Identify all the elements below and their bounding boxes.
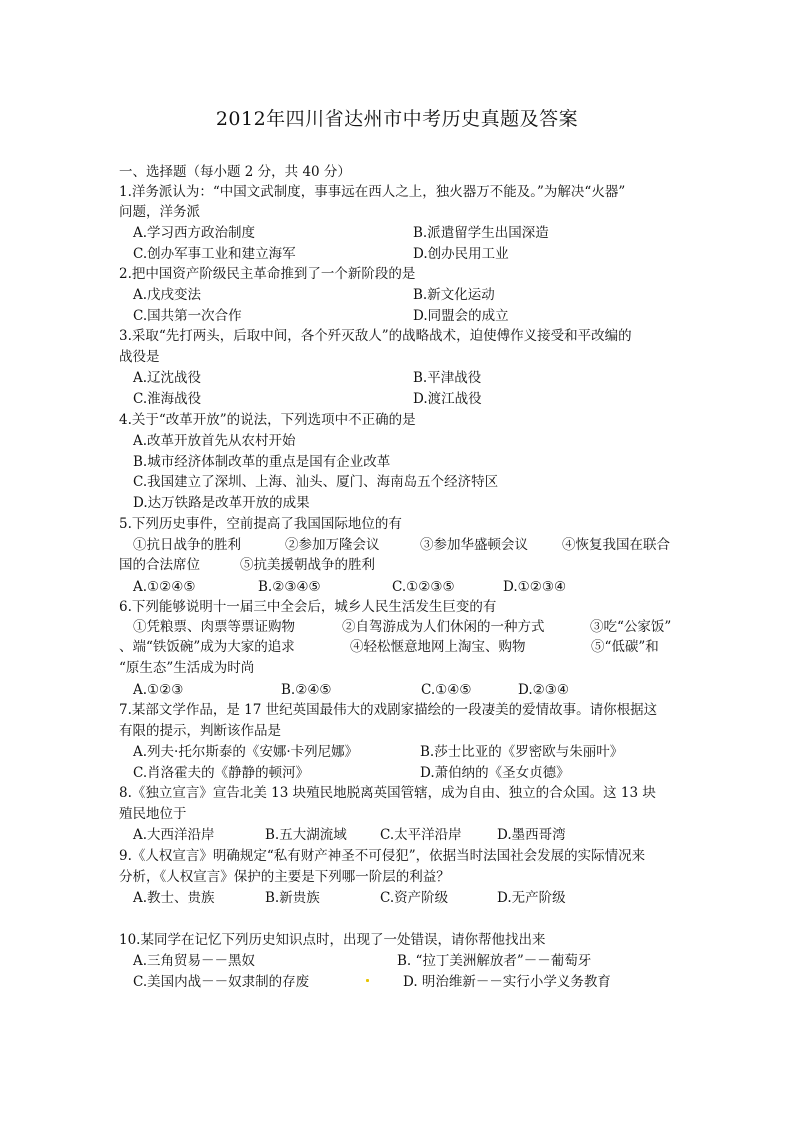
question-9-stem: 9.《人权宣言》明确规定“私有财产神圣不可侵犯”，依据当时法国社会发展的实际情况来 [119, 848, 646, 864]
question-2-option-b: B.新文化运动 [413, 287, 495, 303]
question-1-option-a: A.学习西方政治制度 [133, 225, 256, 241]
question-6-option-b: B.②④⑤ [281, 682, 332, 698]
question-2-stem: 2.把中国资产阶级民主革命推到了一个新阶段的是 [119, 266, 416, 282]
question-6-item-1: ①凭粮票、肉票等票证购物 [133, 619, 295, 635]
question-10-option-a: A.三角贸易－－黑奴 [133, 953, 256, 969]
question-7-stem: 7.某部文学作品，是 17 世纪英国最伟大的戏剧家描绘的一段凄美的爱情故事。请你根据这 [119, 702, 658, 718]
question-3-stem-cont: 战役是 [119, 349, 160, 365]
question-3-option-a: A.辽沈战役 [133, 370, 202, 386]
question-2-option-a: A.戊戌变法 [133, 287, 202, 303]
question-3-option-d: D.渡江战役 [413, 391, 482, 407]
question-10-stem: 10.某同学在记忆下列历史知识点时，出现了一处错误，请你帮他找出来 [119, 932, 546, 948]
question-6-stem: 6.下列能够说明十一届三中全会后，城乡人民生活发生巨变的有 [119, 599, 497, 615]
question-8-option-a: A.大西洋沿岸 [133, 827, 215, 843]
question-9-stem-cont: 分析，《人权宣言》保护的主要是下列哪一阶层的利益？ [119, 869, 450, 885]
question-9-option-c: C.资产阶级 [380, 890, 449, 906]
question-4-option-a: A.改革开放首先从农村开始 [133, 433, 296, 449]
question-8-option-b: B.五大湖流域 [265, 827, 347, 843]
question-7-option-a: A.列夫·托尔斯泰的《安娜·卡列尼娜》 [133, 744, 359, 760]
question-2-option-c: C.国共第一次合作 [133, 308, 242, 324]
question-5-item-2: ②参加万隆会议 [285, 537, 380, 553]
question-3-stem: 3.采取“先打两头，后取中间，各个歼灭敌人”的战略战术，迫使傅作义接受和平改编的 [119, 328, 632, 344]
question-7-stem-cont: 有限的提示，判断该作品是 [119, 723, 281, 739]
question-5-option-d: D.①②③④ [503, 579, 567, 595]
section-heading: 一、选择题（每小题 2 分，共 40 分） [119, 164, 351, 180]
question-6-item-3-cont: 、端“铁饭碗”成为大家的追求 [119, 639, 295, 655]
question-5-item-5: ⑤抗美援朝战争的胜利 [240, 557, 375, 573]
question-8-stem-cont: 殖民地位于 [119, 806, 187, 822]
question-4-option-c: C.我国建立了深圳、上海、汕头、厦门、海南岛五个经济特区 [133, 474, 499, 490]
question-5-item-4: ④恢复我国在联合 [562, 537, 670, 553]
question-10-option-b: B. “拉丁美洲解放者”－－葡萄牙 [397, 953, 592, 969]
question-5-item-3: ③参加华盛顿会议 [420, 537, 528, 553]
question-7-option-c: C.肖洛霍夫的《静静的顿河》 [133, 765, 310, 781]
question-6-item-4: ④轻松惬意地网上淘宝、购物 [350, 639, 526, 655]
question-5-item-4-cont: 国的合法席位 [119, 557, 200, 573]
question-5-option-c: C.①②③⑤ [392, 579, 455, 595]
question-4-option-b: B.城市经济体制改革的重点是国有企业改革 [133, 454, 391, 470]
question-4-stem: 4.关于“改革开放”的说法，下列选项中不正确的是 [119, 412, 416, 428]
question-6-option-a: A.①②③ [133, 682, 184, 698]
question-1-option-b: B.派遣留学生出国深造 [413, 225, 549, 241]
question-7-option-d: D.萧伯纳的《圣女贞德》 [420, 765, 570, 781]
question-8-option-d: D.墨西哥湾 [497, 827, 566, 843]
question-3-option-b: B.平津战役 [413, 370, 482, 386]
question-9-option-b: B.新贵族 [265, 890, 320, 906]
question-9-option-d: D.无产阶级 [497, 890, 566, 906]
question-8-stem: 8.《独立宣言》宣告北美 13 块殖民地脱离英国管辖，成为自由、独立的合众国。这 13 块 [119, 785, 656, 801]
page-title: 2012年四川省达州市中考历史真题及答案 [215, 108, 579, 130]
question-8-option-c: C.太平洋沿岸 [380, 827, 462, 843]
question-5-option-a: A.①②④⑤ [133, 579, 196, 595]
question-3-option-c: C.淮海战役 [133, 391, 202, 407]
question-6-option-c: C.①④⑤ [421, 682, 472, 698]
question-1-stem: 1.洋务派认为：“中国文武制度，事事远在西人之上，独火器万不能及。”为解决“火器” [119, 184, 626, 200]
question-5-item-1: ①抗日战争的胜利 [133, 537, 241, 553]
question-10-option-d: D. 明治维新－－实行小学义务教育 [403, 974, 611, 990]
stray-mark [366, 979, 369, 982]
question-1-stem-cont: 问题，洋务派 [119, 204, 200, 220]
question-5-option-b: B.②③④⑤ [258, 579, 321, 595]
question-6-item-3: ③吃“公家饭” [590, 619, 672, 635]
question-9-option-a: A.教士、贵族 [133, 890, 215, 906]
question-6-item-5-cont: “原生态”生活成为时尚 [119, 660, 255, 676]
question-10-option-c: C.美国内战－－奴隶制的存废 [133, 974, 310, 990]
question-4-option-d: D.达万铁路是改革开放的成果 [133, 495, 310, 511]
question-7-option-b: B.莎士比亚的《罗密欧与朱丽叶》 [420, 744, 624, 760]
question-6-item-5: ⑤“低碳”和 [591, 639, 659, 655]
question-6-option-d: D.②③④ [518, 682, 569, 698]
question-5-stem: 5.下列历史事件，空前提高了我国国际地位的有 [119, 516, 402, 532]
question-1-option-d: D.创办民用工业 [413, 246, 509, 262]
question-1-option-c: C.创办军事工业和建立海军 [133, 246, 296, 262]
question-2-option-d: D.同盟会的成立 [413, 308, 509, 324]
question-6-item-2: ②自驾游成为人们休闲的一种方式 [342, 619, 545, 635]
